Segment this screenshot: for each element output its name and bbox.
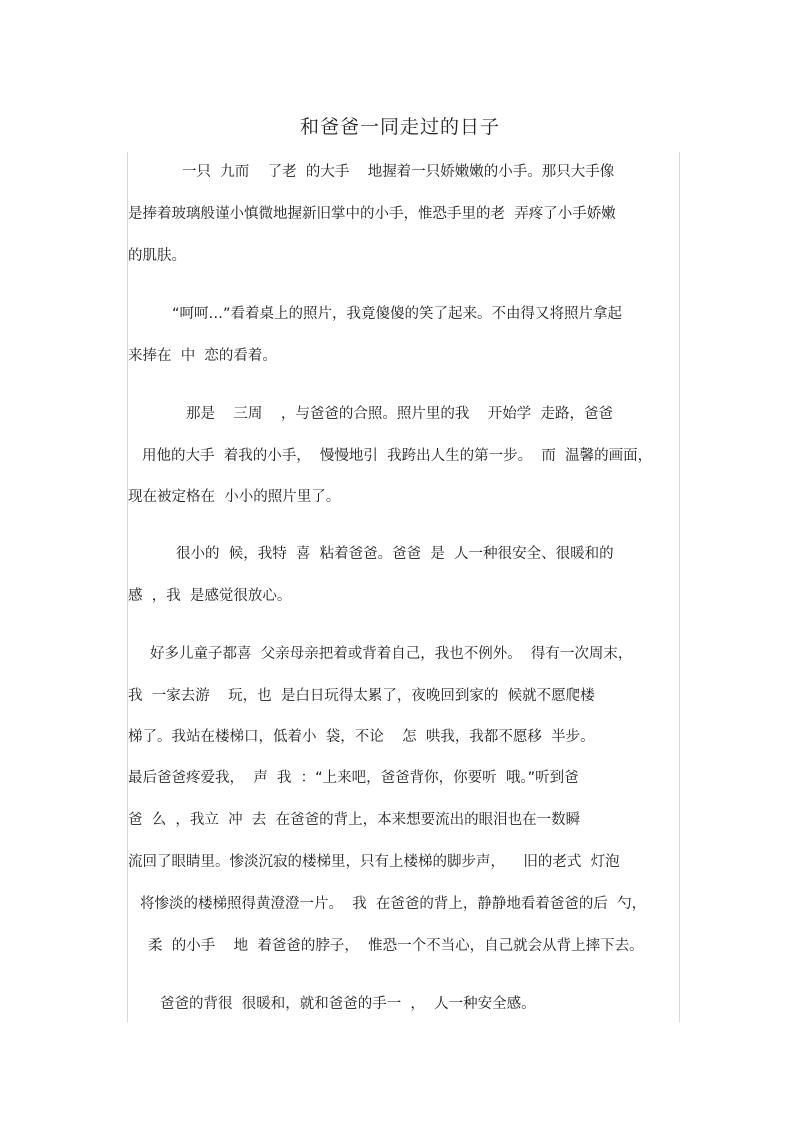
paragraph-line: 流回了眼睛里。惨淡沉寂的楼梯里，只有上楼梯的脚步声， 旧的老式 灯泡	[128, 854, 620, 870]
paragraph-line: 最后爸爸疼爱我， 声 我 ：“上来吧，爸爸背你，你要听 哦。”听到爸	[128, 770, 579, 786]
paragraph-line: 很小的 候，我特 喜 粘着爸爸。爸爸 是 人一种很安全、很暖和的	[176, 546, 614, 562]
paragraph-line: 感 ，我 是感觉很放心。	[128, 588, 292, 604]
paragraph-line: 梯了。我站在楼梯口，低着小 袋，不论 怎 哄我，我都不愿移 半步。	[128, 729, 595, 745]
document-title: 和爸爸一同走过的日子	[299, 116, 500, 138]
paragraph-line: 爸 么 ，我立 冲 去 在爸爸的背上，本来想要流出的眼泪也在一数瞬	[128, 812, 581, 828]
paragraph-line: 我 一家去游 玩，也 是白日玩得太累了，夜晚回到家的 候就不愿爬楼	[128, 688, 595, 704]
paragraph-line: 将惨淡的楼梯照得黄澄澄一片。 我 在爸爸的背上，静静地看着爸爸的后 勺，	[140, 896, 647, 912]
right-margin-rule	[679, 152, 680, 1022]
paragraph-line: 好多儿童子都喜 父亲母亲把着或背着自己，我也不例外。 得有一次周末，	[150, 646, 633, 662]
paragraph-line: 爸爸的背很 很暖和，就和爸爸的手一 ， 人一种安全感。	[160, 996, 536, 1012]
paragraph-line: 现在被定格在 小小的照片里了。	[128, 489, 341, 505]
paragraph-line: 那是 三周 ，与爸爸的合照。照片里的我 开始学 走路，爸爸	[186, 406, 614, 422]
paragraph-line: 是捧着玻璃般谨小慎微地握新旧掌中的小手，惟恐手里的老 弄疼了小手娇嫩	[128, 206, 616, 222]
paragraph-line: “呵呵…”看着桌上的照片，我竟傻傻的笑了起来。不由得又将照片拿起	[172, 306, 623, 322]
paragraph-line: 一只 九而 了老 的大手 地握着一只娇嫩嫩的小手。那只大手像	[182, 164, 615, 180]
paragraph-line: 用他的大手 着我的小手， 慢慢地引 我跨出人生的第一步。 而 温馨的画面，	[142, 448, 653, 464]
paragraph-line: 的肌肤。	[128, 248, 186, 264]
paragraph-line: 来捧在 中 恋的看着。	[128, 348, 277, 364]
paragraph-line: 柔 的小手 地 着爸爸的脖子， 惟恐一个不当心，自己就会从背上摔下去。	[148, 938, 644, 954]
